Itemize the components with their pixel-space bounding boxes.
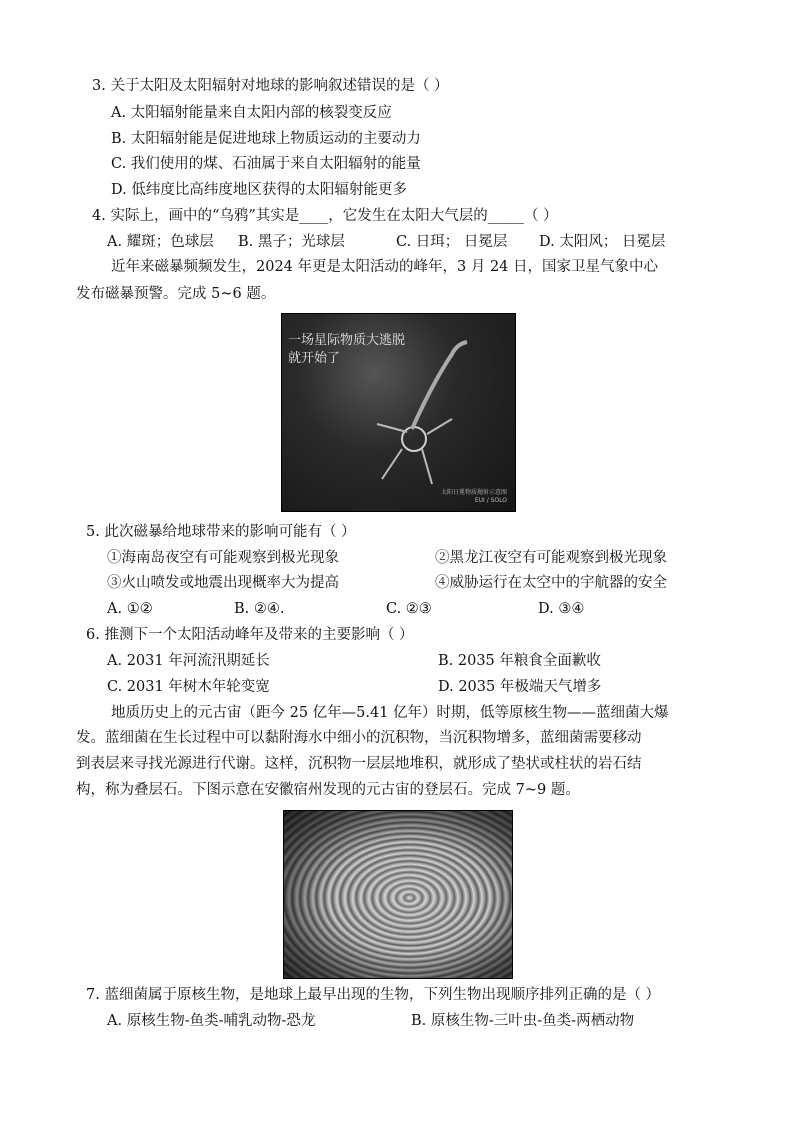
q4-option-a: A. 耀斑；色球层 [107,234,214,250]
q4-options [107,232,707,252]
q6-option-c: C. 2031 年树木年轮变宽 [107,679,270,695]
q6-options-row1 [107,651,707,671]
q7-stem: 7. 蓝细菌属于原核生物，是地球上最早出现的生物，下列生物出现顺序排列正确的是（ ） [86,987,661,1003]
q5-stem: 5. 此次磁暴给地球带来的影响可能有（ ） [86,524,356,540]
q5-option-a: A. ①② [107,601,153,617]
q4-option-c: C. 日珥； 日冕层 [396,234,508,250]
q5-option-c: C. ②③ [386,601,432,617]
photo1-small-text [441,489,507,505]
q5-statements-row1 [107,548,707,568]
q5-statement-3: ③火山喷发或地震出现概率大为提高 [107,575,339,591]
intro56-line1: 近年来磁暴频频发生，2024 年更是太阳活动的峰年，3 月 24 日，国家卫星气象中心 [111,259,659,275]
q5-statement-1: ①海南岛夜空有可能观察到极光现象 [107,550,339,566]
q4-option-b: B. 黑子；光球层 [238,234,345,250]
q3-option-b: B. 太阳辐射能是促进地球上物质运动的主要动力 [111,131,421,147]
q6-option-b: B. 2035 年粮食全面歉收 [438,653,601,669]
photo1-small-text-line2: EUI / SOLO [474,497,507,504]
q3-stem: 3. 关于太阳及太阳辐射对地球的影响叙述错误的是（ ） [92,78,449,94]
intro56-line2: 发布磁暴预警。完成 5~6 题。 [76,286,276,302]
photo1-caption-line1: 一场星际物质大逃脱 [288,333,406,348]
q7-option-a: A. 原核生物-鱼类-哺乳动物-恐龙 [107,1013,316,1029]
q6-option-d: D. 2035 年极端天气增多 [438,679,602,695]
q3-option-a: A. 太阳辐射能量来自太阳内部的核裂变反应 [111,105,392,121]
q5-statement-2: ②黑龙江夜空有可能观察到极光现象 [435,550,667,566]
q5-statements-row2 [107,573,707,593]
q6-options-row2 [107,677,707,697]
q3-option-d: D. 低纬度比高纬度地区获得的太阳辐射能更多 [111,182,407,198]
q5-statement-4: ④威胁运行在太空中的宇航器的安全 [435,575,667,591]
q7-option-b: B. 原核生物-三叶虫-鱼类-两栖动物 [411,1013,635,1029]
solar-storm-photo [281,313,516,512]
intro79-line1: 地质历史上的元古宙（距今 25 亿年—5.41 亿年）时期，低等原核生物——蓝细菌大爆 [111,705,669,721]
q5-option-b: B. ②④. [234,601,285,617]
q6-option-a: A. 2031 年河流汛期延长 [107,653,270,669]
q6-stem: 6. 推测下一个太阳活动峰年及带来的主要影响（ ） [86,627,414,643]
photo1-small-text-line1: 太阳日冕物质抛射示意图 [440,489,507,496]
crow-figure-icon [282,314,515,511]
q7-options [107,1011,707,1031]
stromatolite-photo [283,810,513,979]
q4-stem: 4. 实际上，画中的“乌鸦”其实是____，它发生在太阳大气层的_____（ ） [92,208,558,224]
photo1-caption-line2: 就开始了 [288,351,341,366]
q5-options [107,599,707,619]
q4-option-d: D. 太阳风； 日冕层 [539,234,666,250]
q3-option-c: C. 我们使用的煤、石油属于来自太阳辐射的能量 [111,156,421,172]
photo2-shading [284,811,512,978]
intro79-line4: 构，称为叠层石。下图示意在安徽宿州发现的元古宙的登层石。完成 7~9 题。 [76,782,580,798]
intro79-line3: 到表层来寻找光源进行代谢。这样，沉积物一层层地堆积，就形成了垫状或柱状的岩石结 [76,756,642,772]
intro79-line2: 发。蓝细菌在生长过程中可以黏附海水中细小的沉积物，当沉积物增多，蓝细菌需要移动 [76,730,642,746]
q5-option-d: D. ③④ [538,601,585,617]
